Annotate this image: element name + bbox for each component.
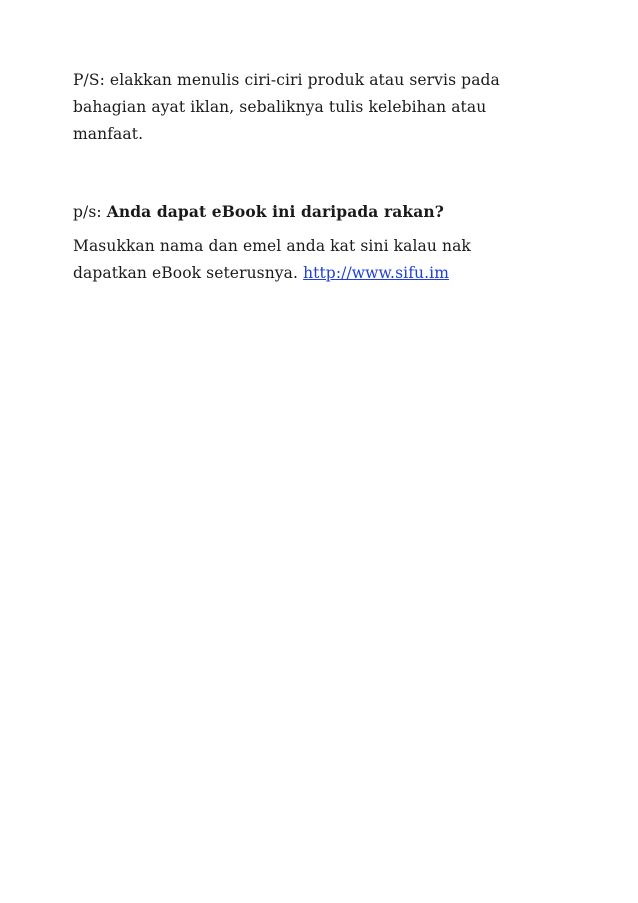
- note-line-3: manfaat.: [73, 125, 144, 143]
- question-prefix: p/s:: [73, 203, 107, 221]
- question-paragraph: [73, 198, 553, 226]
- signup-line-1: Masukkan nama dan emel anda kat sini kalau nak: [73, 237, 471, 255]
- question-bold-text: Anda dapat eBook ini daripada rakan?: [106, 202, 444, 221]
- note-line-2: bahagian ayat iklan, sebaliknya tulis kelebihan atau: [73, 98, 487, 116]
- note-paragraph: [73, 67, 553, 148]
- signup-paragraph: [73, 233, 553, 287]
- note-line-1: P/S: elakkan menulis ciri-ciri produk atau servis pada: [73, 71, 500, 89]
- sifu-link[interactable]: http://www.sifu.im: [303, 264, 449, 282]
- signup-line-2: dapatkan eBook seterusnya.: [73, 264, 304, 282]
